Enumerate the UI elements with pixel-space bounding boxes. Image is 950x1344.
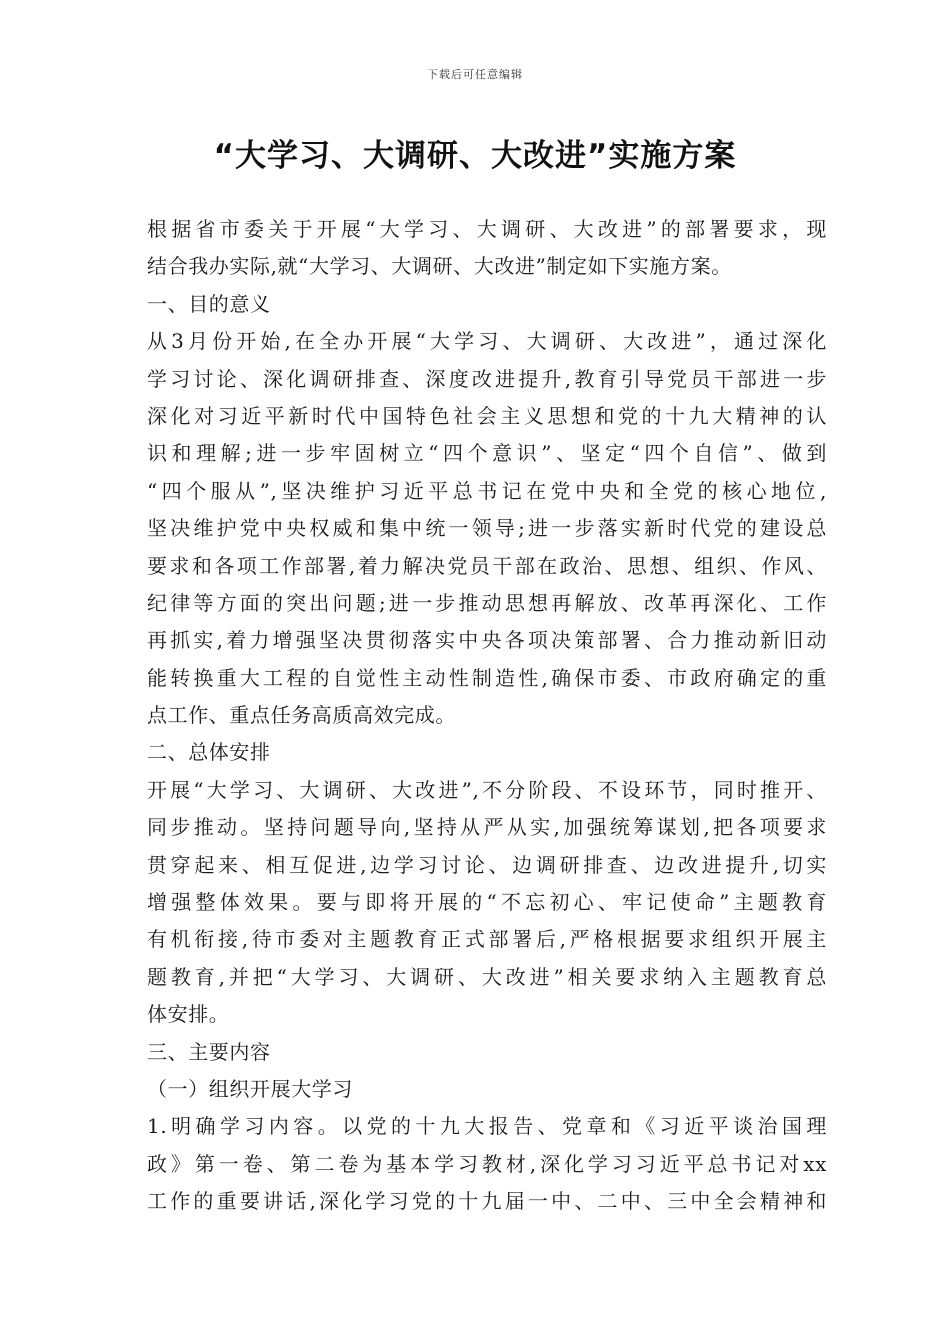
paragraph-line: 工作的重要讲话,深化学习党的十九届一中、二中、三中全会精神和 <box>147 1189 827 1214</box>
paragraph-line: 根据省市委关于开展“大学习、大调研、大改进”的部署要求，现 <box>147 217 827 241</box>
paragraph-line: 能转换重大工程的自觉性主动性制造性,确保市委、市政府确定的重 <box>147 665 827 690</box>
paragraph-line: 开展“大学习、大调研、大改进”,不分阶段、不设环节，同时推开、 <box>147 777 827 802</box>
paragraph-line: 再抓实,着力增强坚决贯彻落实中央各项决策部署、合力推动新旧动 <box>147 628 827 653</box>
paragraph-line: 坚决维护党中央权威和集中统一领导;进一步落实新时代党的建设总 <box>147 516 827 541</box>
paragraph-line: 三、主要内容 <box>147 1039 271 1064</box>
document-title: “大学习、大调研、大改进”实施方案 <box>213 138 737 174</box>
paragraph-line: 从3月份开始,在全办开展“大学习、大调研、大改进”，通过深化 <box>147 329 827 354</box>
document-body <box>147 211 827 1221</box>
paragraph-line: 识和理解;进一步牢固树立“四个意识”、坚定“四个自信”、做到 <box>147 441 827 466</box>
paragraph-line: 体安排。 <box>147 1002 230 1027</box>
paragraph-line: 1.明确学习内容。以党的十九大报告、党章和《习近平谈治国理 <box>147 1114 827 1139</box>
paragraph-line: 题教育,并把“大学习、大调研、大改进”相关要求纳入主题教育总 <box>147 964 827 989</box>
paragraph-line: 要求和各项工作部署,着力解决党员干部在政治、思想、组织、作风、 <box>147 553 827 578</box>
paragraph-line: 同步推动。坚持问题导向,坚持从严从实,加强统筹谋划,把各项要求 <box>147 815 827 840</box>
paragraph-line: 二、总体安排 <box>147 740 271 765</box>
paragraph-line: （一）组织开展大学习 <box>147 1076 353 1101</box>
paragraph-line: 纪律等方面的突出问题;进一步推动思想再解放、改革再深化、工作 <box>147 590 827 615</box>
paragraph-line: 贯穿起来、相互促进,边学习讨论、边调研排查、边改进提升,切实 <box>147 852 827 877</box>
paragraph-line: 深化对习近平新时代中国特色社会主义思想和党的十九大精神的认 <box>147 403 827 428</box>
paragraph-line: 增强整体效果。要与即将开展的“不忘初心、牢记使命”主题教育 <box>147 890 827 915</box>
paragraph-line: 有机衔接,待市委对主题教育正式部署后,严格根据要求组织开展主 <box>147 927 827 952</box>
header-note: 下载后可任意编辑 <box>427 68 523 81</box>
paragraph-line: 点工作、重点任务高质高效完成。 <box>147 703 456 728</box>
paragraph-line: 学习讨论、深化调研排查、深度改进提升,教育引导党员干部进一步 <box>147 366 827 391</box>
paragraph-line: 政》第一卷、第二卷为基本学习教材,深化学习习近平总书记对xx <box>147 1151 827 1176</box>
paragraph-line: 一、目的意义 <box>147 291 271 316</box>
paragraph-line: 结合我办实际,就“大学习、大调研、大改进”制定如下实施方案。 <box>147 254 732 279</box>
paragraph-line: “四个服从”,坚决维护习近平总书记在党中央和全党的核心地位, <box>147 478 827 503</box>
